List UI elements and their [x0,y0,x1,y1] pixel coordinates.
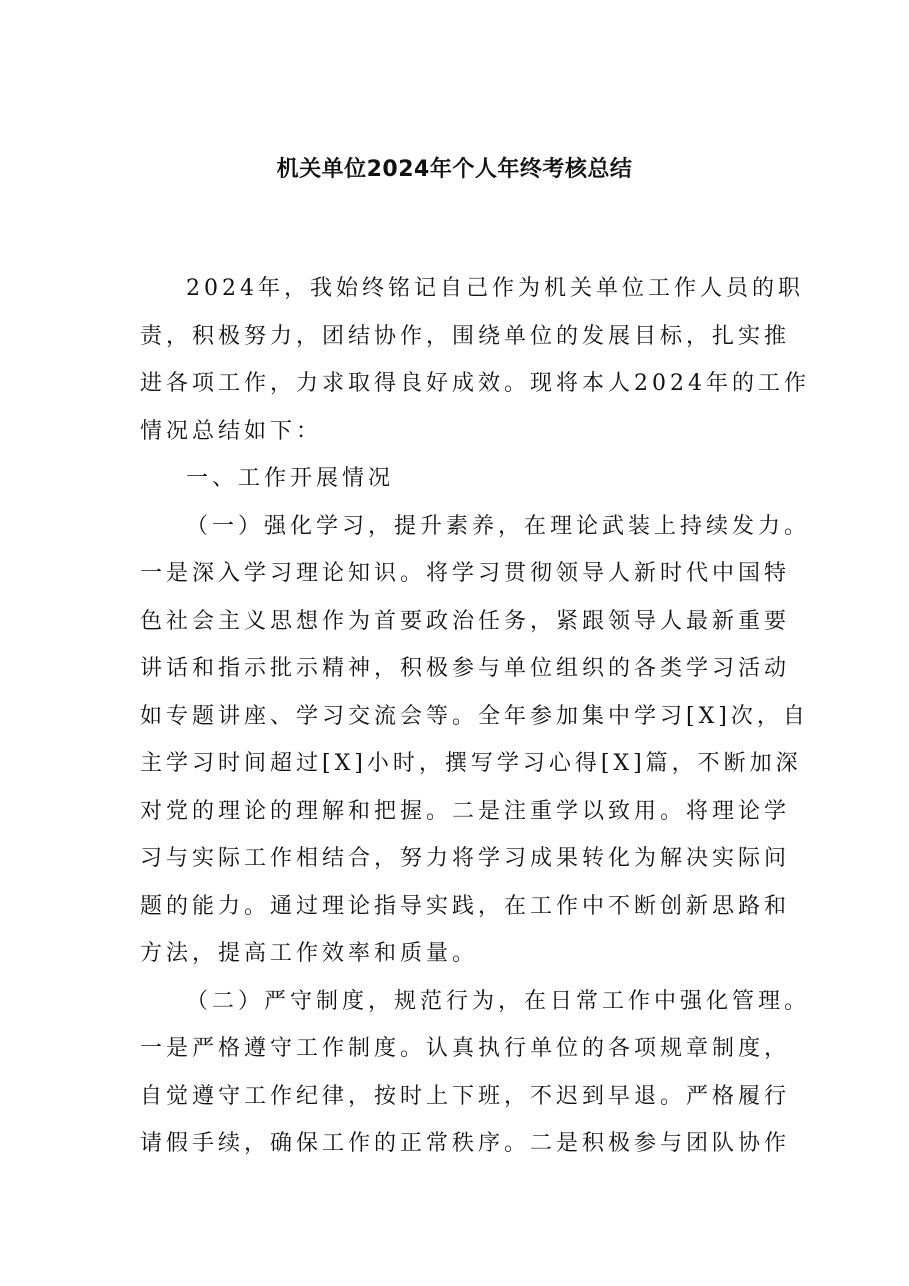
paragraph-line: 方法，提高工作效率和质量。 [140,941,479,966]
paragraph-line: 如专题讲座、学习交流会等。全年参加集中学习[X]次，自 [140,703,809,729]
paragraph-line: 题的能力。通过理论指导实践，在工作中不断创新思路和 [140,893,791,919]
paragraph-line: 责，积极努力，团结协作，围绕单位的发展目标，扎实推 [140,323,791,349]
paragraph-line: 2024年，我始终铭记自己作为机关单位工作人员的职 [186,276,804,301]
paragraph-line: 色社会主义思想作为首要政治任务，紧跟领导人最新重要 [140,608,791,634]
subsection-heading: （二）严守制度，规范行为，在日常工作中强化管理。 [186,988,811,1014]
paragraph-line: 主学习时间超过[X]小时，撰写学习心得[X]篇，不断加深 [140,751,802,776]
document-body [140,265,811,1168]
document-title: 机关单位2024年个人年终考核总结 [276,157,633,182]
subsection-heading: （一）强化学习，提升素养，在理论武装上持续发力。 [186,513,811,539]
paragraph-line: 对党的理论的理解和把握。二是注重学以致用。将理论学 [140,798,791,824]
paragraph-line: 习与实际工作相结合，努力将学习成果转化为解决实际问 [140,846,791,871]
paragraph-line: 讲话和指示批示精神，积极参与单位组织的各类学习活动 [140,656,791,681]
paragraph-line: 请假手续，确保工作的正常秩序。二是积极参与团队协作 [140,1131,791,1156]
paragraph-line: 自觉遵守工作纪律，按时上下班，不迟到早退。严格履行 [140,1083,791,1109]
paragraph-line: 进各项工作，力求取得良好成效。现将本人2024年的工作 [140,371,810,396]
section-heading: 一、工作开展情况 [186,466,395,491]
paragraph-line: 一是深入学习理论知识。将学习贯彻领导人新时代中国特 [140,561,791,586]
paragraph-line: 情况总结如下： [140,418,323,444]
paragraph-line: 一是严格遵守工作制度。认真执行单位的各项规章制度， [140,1036,791,1061]
